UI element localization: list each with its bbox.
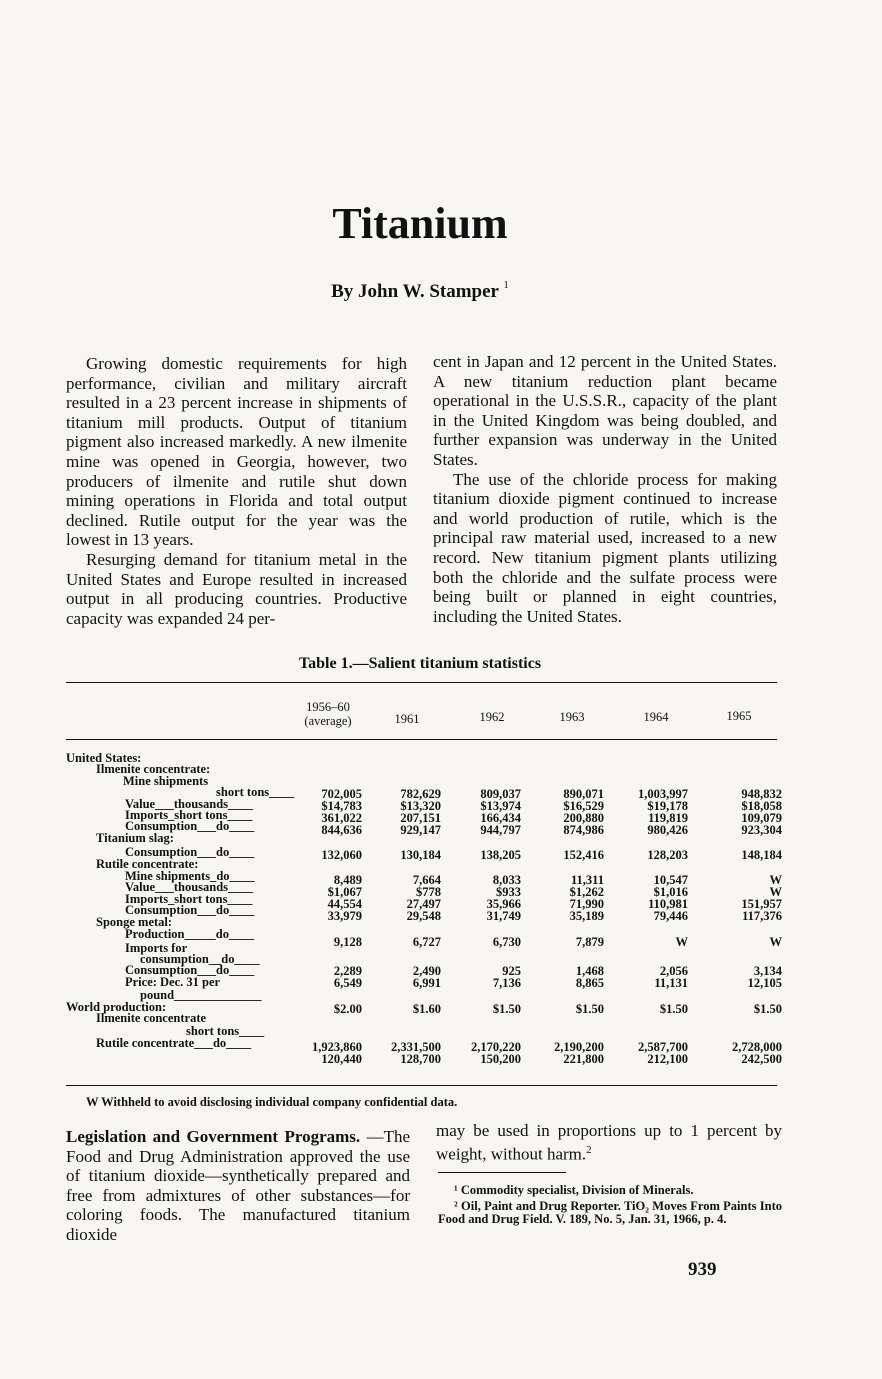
table-cell: 151,957 bbox=[741, 897, 782, 911]
stub-label: Mine shipments bbox=[123, 773, 209, 788]
table-top-rule bbox=[66, 682, 777, 683]
stub-label: Ilmenite concentrate: bbox=[96, 762, 211, 777]
table-cell: 150,200 bbox=[480, 1052, 521, 1066]
table-header-1962: 1962 bbox=[479, 710, 505, 724]
intro-paragraph-1: Growing domestic requirements for high performance, civilian and military aircraft resulted in a 23 percent increase in shipments of titanium mill products. Output of titanium pigment also increased markedly. A new ilmenite mine was opened in Georgia, however, two producers of ilmenite and rutile shut down mining operations in Florida and total output declined. Rutile output for the year was the lowest in 13 years. bbox=[66, 354, 407, 550]
table-cell: 6,730 bbox=[492, 935, 521, 949]
page-title: Titanium bbox=[332, 199, 508, 248]
table-row bbox=[0, 845, 882, 862]
intro-paragraph-4: The use of the chloride process for making titanium dioxide pigment continued to increase and world production of rutile, which is the principal raw material used, increased to a new record. New titanium pigment plants utilizing both the chloride and the sulfate process were being built or planned in eight countries, including the United States. bbox=[433, 469, 777, 626]
table-cell: 29,548 bbox=[406, 909, 441, 923]
table-cell: 11,131 bbox=[654, 976, 688, 990]
table-cell: $13,974 bbox=[480, 799, 521, 813]
table-header-1964: 1964 bbox=[643, 710, 669, 724]
table-cell: 923,304 bbox=[741, 823, 782, 837]
table-cell: 79,446 bbox=[653, 909, 688, 923]
table-cell: 44,554 bbox=[327, 897, 362, 911]
page-number: 939 bbox=[688, 1259, 717, 1280]
table-cell: 7,879 bbox=[575, 935, 604, 949]
stub-label: Consumption___do____ bbox=[125, 845, 255, 860]
table-row bbox=[0, 999, 882, 1016]
stub-label: Consumption___do____ bbox=[125, 819, 255, 834]
table-cell: 128,203 bbox=[647, 848, 688, 862]
table-cell: 2,289 bbox=[333, 964, 362, 978]
table-cell: 7,136 bbox=[492, 976, 521, 990]
table-header-1961: 1961 bbox=[394, 712, 420, 726]
table-cell: 8,865 bbox=[575, 976, 604, 990]
table-cell: 27,497 bbox=[406, 897, 441, 911]
table-cell: $16,529 bbox=[563, 799, 604, 813]
table-cell: 152,416 bbox=[563, 848, 604, 862]
table-cell: 2,490 bbox=[412, 964, 441, 978]
table-cell: 980,426 bbox=[647, 823, 688, 837]
stub-label: short tons____ bbox=[216, 785, 295, 800]
table-cell: 809,037 bbox=[480, 787, 521, 801]
table-cell: 117,376 bbox=[742, 909, 782, 923]
table-cell: 361,022 bbox=[321, 811, 362, 825]
table-cell: W bbox=[675, 935, 688, 949]
stub-label: Sponge metal: bbox=[96, 914, 173, 929]
table-cell: $1.50 bbox=[492, 1002, 521, 1016]
table-cell: 8,489 bbox=[333, 873, 362, 887]
table-cell: $19,178 bbox=[647, 799, 688, 813]
table-cell: $1,262 bbox=[569, 885, 604, 899]
table-cell: 207,151 bbox=[400, 811, 441, 825]
table-row bbox=[0, 910, 882, 922]
stub-label: Price: Dec. 31 per bbox=[125, 974, 221, 989]
table-cell: 3,134 bbox=[753, 964, 782, 978]
header-period: 1956–60 bbox=[306, 700, 350, 714]
table-cell: 2,170,220 bbox=[471, 1040, 521, 1054]
table-header-1963: 1963 bbox=[559, 710, 585, 724]
table-cell: 71,990 bbox=[569, 897, 604, 911]
section-left-column bbox=[66, 1127, 410, 1245]
table-cell: 33,979 bbox=[327, 909, 362, 923]
table-cell: 110,981 bbox=[648, 897, 688, 911]
table-header-rule bbox=[66, 739, 777, 740]
table-cell: 1,003,997 bbox=[638, 787, 688, 801]
table-cell: 35,189 bbox=[569, 909, 604, 923]
table-cell: 874,986 bbox=[563, 823, 604, 837]
author-name: By John W. Stamper bbox=[331, 281, 499, 302]
stub-label: pound______________ bbox=[140, 988, 262, 1003]
table-cell: 6,549 bbox=[333, 976, 362, 990]
table-cell: 702,005 bbox=[321, 787, 362, 801]
table-cell: 221,800 bbox=[563, 1052, 604, 1066]
table-cell: W bbox=[769, 935, 782, 949]
table-cell: $18,058 bbox=[741, 799, 782, 813]
intro-right-column bbox=[433, 352, 777, 626]
stub-label: Consumption___do____ bbox=[125, 903, 255, 918]
table-cell: 9,128 bbox=[333, 935, 362, 949]
table-cell: 1,923,860 bbox=[312, 1040, 362, 1054]
table-cell: 166,434 bbox=[480, 811, 521, 825]
section-text-left: —The Food and Drug Administration approved the use of titanium dioxide—synthetically prepared and free from admixtures of other substances—for coloring foods. The manufactured titanium dioxide bbox=[66, 1127, 411, 1244]
stub-label: Titanium slag: bbox=[96, 830, 174, 845]
table-row bbox=[0, 936, 882, 948]
footnote-2: ² Oil, Paint and Drug Reporter. TiO₂ Moves From Paints Into Food and Drug Field. V. 189, No. 5, Jan. 31, 1966, p. 4. bbox=[438, 1199, 782, 1226]
table-cell: 128,700 bbox=[400, 1052, 441, 1066]
table-cell: 929,147 bbox=[400, 823, 441, 837]
stub-label: Consumption___do____ bbox=[125, 963, 255, 978]
table-cell: W bbox=[769, 873, 782, 887]
footnote-rule bbox=[438, 1172, 566, 1173]
table-cell: 200,880 bbox=[563, 811, 604, 825]
section-right-column bbox=[436, 1121, 782, 1164]
table-cell: 119,819 bbox=[648, 811, 688, 825]
table-cell: 948,832 bbox=[741, 787, 782, 801]
stub-label: World production: bbox=[66, 999, 167, 1014]
stub-label: Imports_short tons____ bbox=[125, 808, 253, 823]
table-cell: $1.50 bbox=[575, 1002, 604, 1016]
table-cell: 1,468 bbox=[575, 964, 604, 978]
stub-label: short tons____ bbox=[186, 1024, 265, 1039]
table-cell: 2,056 bbox=[659, 964, 688, 978]
author-note-marker: 1 bbox=[503, 279, 509, 291]
table-cell: 925 bbox=[502, 964, 521, 978]
table-cell: 12,105 bbox=[747, 976, 782, 990]
table-cell: 138,205 bbox=[480, 848, 521, 862]
stub-label: United States: bbox=[66, 751, 142, 765]
author-byline bbox=[0, 281, 840, 303]
table-cell: $13,320 bbox=[400, 799, 441, 813]
stub-label: Ilmenite concentrate bbox=[96, 1010, 207, 1025]
table-cell: W bbox=[769, 885, 782, 899]
table-cell: 35,966 bbox=[486, 897, 521, 911]
table-cell: 944,797 bbox=[480, 823, 521, 837]
table-cell: 10,547 bbox=[653, 873, 688, 887]
table-cell: 148,184 bbox=[741, 848, 782, 862]
table-cell: 120,440 bbox=[321, 1052, 362, 1066]
intro-paragraph-3: cent in Japan and 12 percent in the United States. A new titanium reduction plant became operational in the U.S.S.R., capacity of the plant in the United Kingdom was being doubled, and further expansion was underway in the United States. bbox=[433, 352, 777, 469]
table-cell: $1,067 bbox=[327, 885, 362, 899]
table-cell: 11,311 bbox=[571, 873, 604, 887]
table-cell: $1.50 bbox=[659, 1002, 688, 1016]
section-paragraph-cont bbox=[436, 1121, 782, 1164]
stub-label: Rutile concentrate___do____ bbox=[96, 1035, 252, 1050]
table-cell: $778 bbox=[416, 885, 441, 899]
stub-label: Production_____do____ bbox=[125, 927, 254, 942]
table-cell: 31,749 bbox=[486, 909, 521, 923]
table-cell: 844,636 bbox=[321, 823, 362, 837]
stub-label: Rutile concentrate: bbox=[96, 856, 199, 871]
stub-label: consumption__do____ bbox=[140, 951, 260, 966]
stub-label: Value___thousands____ bbox=[125, 796, 254, 811]
table-row bbox=[0, 1053, 882, 1065]
stub-label: Imports for bbox=[125, 940, 188, 955]
stub-label: Mine shipments_do____ bbox=[125, 869, 255, 884]
table-bottom-rule bbox=[66, 1085, 777, 1086]
footnote-2-marker: 2 bbox=[586, 1143, 592, 1156]
footnote-1: ¹ Commodity specialist, Division of Minerals. bbox=[454, 1183, 694, 1197]
table-cell: $933 bbox=[496, 885, 521, 899]
table-cell: 782,629 bbox=[400, 787, 441, 801]
table-row bbox=[0, 824, 882, 836]
table-cell: 6,727 bbox=[412, 935, 441, 949]
table-cell: 6,991 bbox=[412, 976, 441, 990]
table-cell: 132,060 bbox=[321, 848, 362, 862]
section-heading: Legislation and Government Programs. bbox=[66, 1127, 361, 1146]
table-cell: $1,016 bbox=[653, 885, 688, 899]
table-row bbox=[0, 974, 882, 990]
table-cell: 242,500 bbox=[741, 1052, 782, 1066]
table-header-avg bbox=[288, 700, 368, 728]
table-cell: 2,331,500 bbox=[391, 1040, 441, 1054]
stub-label: Value___thousands____ bbox=[125, 880, 254, 895]
table-cell: $1.60 bbox=[412, 1002, 441, 1016]
table-row bbox=[0, 874, 882, 886]
table-cell: $1.50 bbox=[753, 1002, 782, 1016]
section-text-right: may be used in proportions up to 1 percent by weight, without harm. bbox=[436, 1121, 782, 1164]
table-cell: 7,664 bbox=[412, 873, 441, 887]
table-cell: $14,783 bbox=[321, 799, 362, 813]
table-cell: 212,100 bbox=[647, 1052, 688, 1066]
table-cell: 2,728,000 bbox=[732, 1040, 782, 1054]
table-note: W Withheld to avoid disclosing individual company confidential data. bbox=[86, 1095, 458, 1109]
table-cell: 2,587,700 bbox=[638, 1040, 688, 1054]
intro-paragraph-2: Resurging demand for titanium metal in the United States and Europe resulted in increased output in all producing countries. Productive capacity was expanded 24 per- bbox=[66, 549, 407, 628]
table-cell: 109,079 bbox=[741, 811, 782, 825]
table-cell: 2,190,200 bbox=[554, 1040, 604, 1054]
stub-label: Imports_short tons____ bbox=[125, 891, 253, 906]
section-paragraph bbox=[66, 1127, 410, 1245]
table-header-1965: 1965 bbox=[726, 709, 752, 723]
table-cell: 890,071 bbox=[563, 787, 604, 801]
intro-left-column bbox=[66, 354, 407, 628]
table-cell: 130,184 bbox=[400, 848, 441, 862]
table-title: Table 1.—Salient titanium statistics bbox=[298, 655, 542, 672]
table-cell: $2.00 bbox=[333, 1002, 362, 1016]
table-cell: 8,033 bbox=[492, 873, 521, 887]
header-average: (average) bbox=[304, 714, 352, 728]
